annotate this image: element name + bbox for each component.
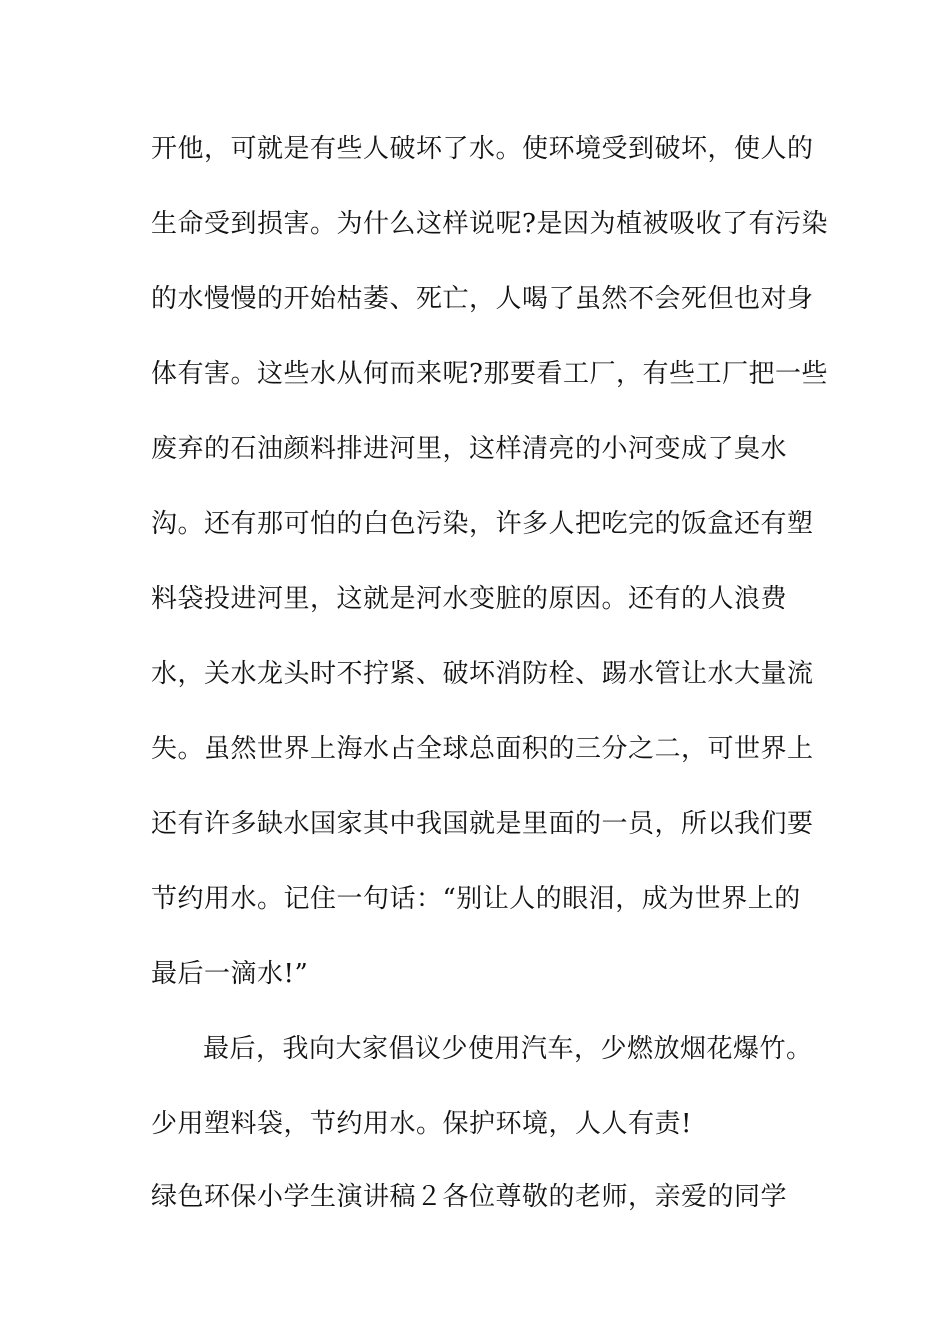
text-line: 失。虽然世界上海水占全球总面积的三分之二，可世界上 [151,734,814,764]
text-line: 料袋投进河里，这就是河水变脏的原因。还有的人浪费 [151,584,788,614]
text-line: 开他，可就是有些人破坏了水。使环境受到破坏，使人的 [151,134,814,164]
text-line: 生命受到损害。为什么这样说呢?是因为植被吸收了有污染 [151,209,828,239]
text-line: 沟。还有那可怕的白色污染，许多人把吃完的饭盒还有塑 [151,509,814,539]
text-line: 少用塑料袋，节约用水。保护环境，人人有责! [151,1109,692,1139]
text-line: 节约用水。记住一句话：“别让人的眼泪，成为世界上的 [151,884,801,914]
text-line: 废弃的石油颜料排进河里，这样清亮的小河变成了臭水 [151,434,788,464]
paragraph-first-line: 最后，我向大家倡议少使用汽车，少燃放烟花爆竹。 [203,1034,813,1064]
text-line: 最后一滴水!” [151,959,309,989]
text-line: 体有害。这些水从何而来呢?那要看工厂，有些工厂把一些 [151,359,828,389]
text-line: 的水慢慢的开始枯萎、死亡，人喝了虽然不会死但也对身 [151,284,814,314]
text-line: 还有许多缺水国家其中我国就是里面的一员，所以我们要 [151,809,814,839]
section-heading-line: 绿色环保小学生演讲稿２各位尊敬的老师，亲爱的同学 [151,1182,788,1212]
text-line: 水，关水龙头时不拧紧、破坏消防栓、踢水管让水大量流 [151,659,814,689]
